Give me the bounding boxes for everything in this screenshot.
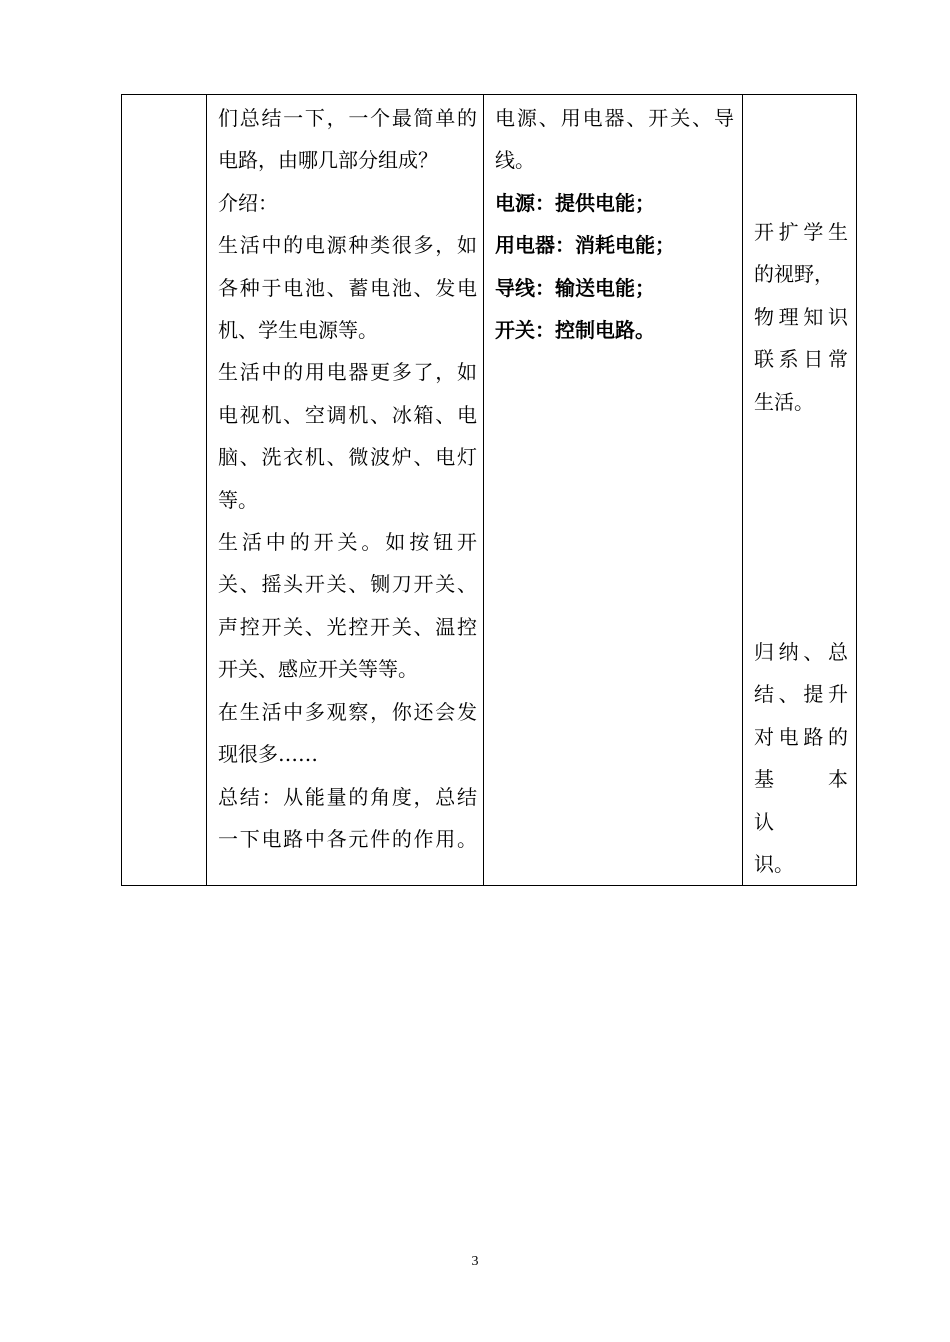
- text-line: 联系日常: [754, 347, 848, 372]
- design-note-summarize: [754, 631, 868, 885]
- text-line: 机、学生电源等。: [218, 318, 378, 343]
- text-line: 各种于电池、蓄电池、发电: [218, 275, 477, 300]
- text-line: 电视机、空调机、冰箱、电: [218, 402, 477, 427]
- lesson-plan-table: [121, 94, 868, 886]
- text-line: 归纳、总: [754, 640, 848, 665]
- student-activity-cell: [484, 95, 743, 886]
- table-row: [122, 95, 857, 886]
- text-line: 的视野，: [754, 262, 834, 287]
- text-line: 们总结一下，一个最简单的: [218, 106, 477, 130]
- text-line: 线。: [495, 148, 535, 173]
- text-line: 生活中的开关。如按钮开: [218, 530, 477, 555]
- text-line: 生活中的电源种类很多，如: [218, 233, 477, 258]
- page-number: 3: [471, 1254, 479, 1269]
- text-line: 物理知识: [754, 304, 848, 329]
- text-line: 结、提升: [754, 682, 848, 707]
- design-note-broaden-view: [754, 211, 848, 423]
- text-line: 介绍：: [218, 190, 278, 215]
- text-line: 等。: [218, 487, 258, 512]
- text-line: 识。: [754, 852, 794, 877]
- text-line: 基 本 认: [754, 767, 868, 834]
- text-line: 一下电路中各元件的作用。: [218, 826, 477, 851]
- text-line: 电源、用电器、开关、导: [495, 106, 734, 130]
- component-role-power-source: 电源：提供电能；: [495, 190, 655, 215]
- text-line: 开关、感应开关等等。: [218, 657, 418, 682]
- text-line: 脑、洗衣机、微波炉、电灯: [218, 445, 477, 470]
- text-line: 开扩学生: [754, 220, 848, 244]
- text-line: 总结：从能量的角度，总结: [218, 784, 477, 809]
- component-role-wire: 导线：输送电能；: [495, 275, 655, 300]
- text-line: 现很多……: [218, 742, 318, 767]
- text-line: 关、摇头开关、铡刀开关、: [218, 572, 477, 597]
- text-line: 声控开关、光控开关、温控: [218, 614, 477, 639]
- text-line: 生活中的用电器更多了，如: [218, 360, 477, 385]
- text-line: 电路，由哪几部分组成？: [218, 148, 438, 173]
- stage-cell: [122, 95, 207, 886]
- text-line: 生活。: [754, 389, 814, 414]
- text-line: 在生活中多观察，你还会发: [218, 699, 477, 724]
- component-role-appliance: 用电器：消耗电能；: [495, 233, 675, 258]
- component-role-switch: 开关：控制电路。: [495, 318, 655, 343]
- teacher-activity-cell: [207, 95, 484, 886]
- design-intent-cell: [743, 95, 868, 886]
- text-line: 对电路的: [754, 724, 848, 749]
